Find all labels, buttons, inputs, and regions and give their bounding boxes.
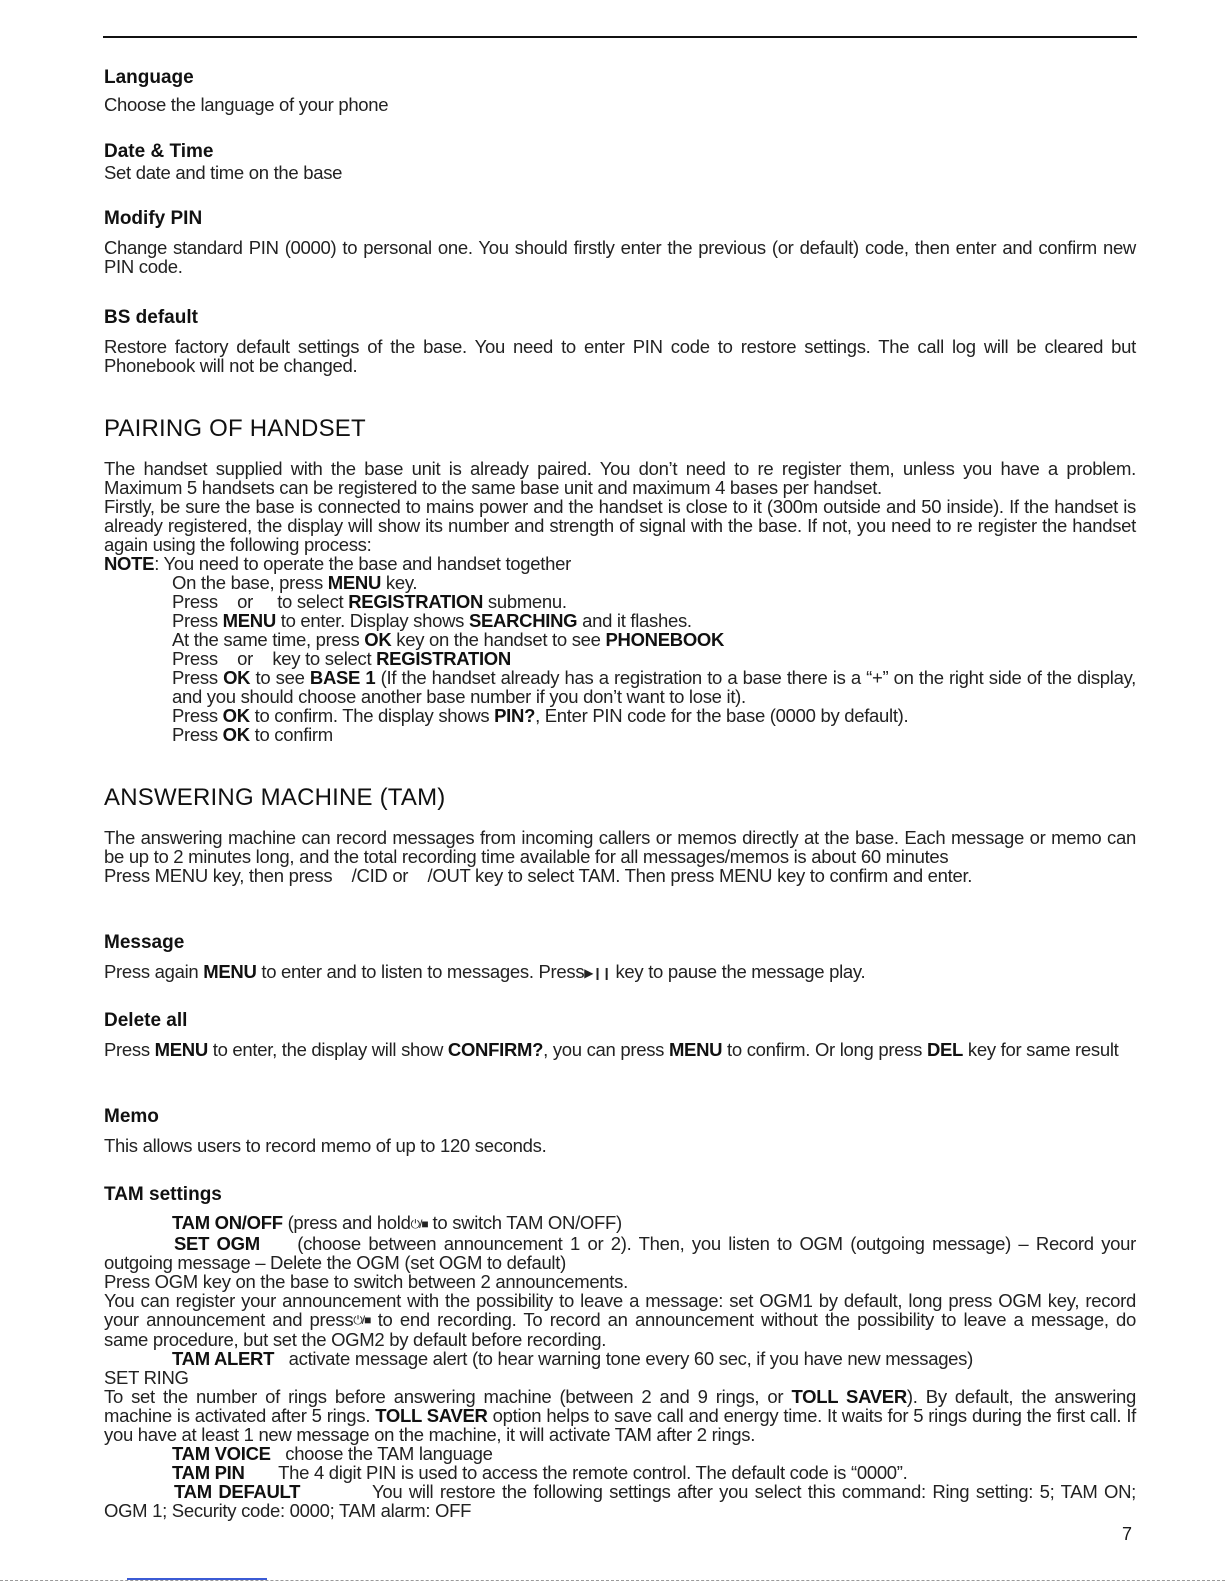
tam-onoff [104,1213,1136,1234]
page-number: 7 [1122,1524,1133,1544]
pairing-heading: PAIRING OF HANDSET [104,415,366,442]
step-text: key. [381,572,418,593]
pairing-step-4 [104,630,1136,649]
ring-text-b: ). By default, the answering machine is activated after 5 rings. [104,1386,1136,1427]
key-toll-saver: TOLL SAVER [791,1386,907,1408]
ring-text-a: To set the number of rings before answering machine (between 2 and 9 rings, or [104,1386,792,1408]
ogm-text: (choose between announcement 1 or 2). Then, you listen to OGM (outgoing message) – Record your outgoing message – Delete the OGM (set OGM to default) [104,1232,1141,1273]
step-text: to see [250,667,310,688]
tam-section [104,784,1136,885]
play-pause-icon: ▶❙❙ [584,965,611,980]
bs-default-section [104,307,1136,375]
pairing-step-6 [104,668,1136,706]
note-text: : You need to operate the base and handset together [154,553,571,574]
key-toll-saver: TOLL SAVER [375,1405,488,1427]
message-text-c: key to pause the message play. [610,961,866,982]
key-menu: MENU [154,1039,208,1060]
tam-ogm-switch: Press OGM key on the base to switch between 2 announcements. [104,1270,628,1292]
memo-title: Memo [104,1106,159,1127]
message-title: Message [104,932,185,953]
pairing-step-7 [104,706,1136,725]
pairing-step-8 [104,725,1136,744]
message-text-a: Press again [104,961,204,982]
key-menu: MENU [222,610,276,631]
pin-text: The 4 digit PIN is used to access the remote control. The default code is “0000”. [244,1462,908,1484]
top-rule [103,36,1137,38]
tam-default [104,1481,1141,1522]
delete-all-text [104,1040,1136,1059]
key-del: DEL [926,1039,964,1060]
key-registration: REGISTRATION [348,591,484,612]
tam-set-ring-text [104,1387,1136,1444]
date-time-section [104,141,1136,182]
step-text: Press [172,724,223,745]
pairing-note [104,554,1136,573]
ogm-register-a: You can register your announcement with the possibility to leave a message: set OGM1 by default, long press OGM key, record your announcement and press [104,1289,1136,1330]
key-base-1: BASE 1 [309,667,376,688]
step-text: Press [172,705,223,726]
key-ok: OK [222,724,250,745]
step-text: and it flashes. [577,610,692,631]
date-time-text: Set date and time on the base [104,162,343,183]
key-pin: PIN? [494,705,536,726]
key-tam-default: TAM DEFAULT [174,1481,301,1503]
key-phonebook: PHONEBOOK [605,629,725,650]
tam-settings-title: TAM settings [104,1184,222,1205]
pairing-firstly: Firstly, be sure the base is connected to mains power and the handset is close to it (300m outside and 50 inside). If the handset is already registered, the display will show its number and strength of signal with the base. If not, you need to re register the handset again using the following process: [104,496,1136,555]
message-text [104,962,1136,983]
voice-text: choose the TAM language [270,1443,493,1465]
key-ok: OK [222,705,250,726]
memo-text: This allows users to record memo of up to 120 seconds. [104,1135,547,1156]
power-stop-icon: ⏻/■ [353,1313,371,1328]
tam-ogm-register [104,1291,1136,1350]
key-menu: MENU [203,961,257,982]
onoff-text-b: to switch TAM ON/OFF) [427,1212,622,1233]
tam-voice [104,1444,1136,1463]
bottom-dashed-rule [0,1580,1225,1581]
pairing-step-1 [104,573,1136,592]
pairing-step-3 [104,611,1136,630]
step-text: submenu. [483,591,567,612]
key-registration: REGISTRATION [376,648,511,669]
modify-pin-section [104,208,1136,276]
bs-default-text: Restore factory default settings of the base. You need to enter PIN code to restore settings. The call log will be cleared but Phonebook will not be changed. [104,336,1136,376]
modify-pin-text: Change standard PIN (0000) to personal one. You should firstly enter the previous (or default) code, then enter and confirm new PIN code. [104,237,1136,277]
key-tam-onoff: TAM ON/OFF [172,1212,283,1233]
step-text: Press [172,667,224,688]
onoff-text-a: (press and hold [282,1212,411,1233]
step-text: (If the handset already has a registration to a base there is a “+” on the right side of the display, and you should choose another base number if you don’t want to lose it). [172,667,1137,707]
key-confirm: CONFIRM? [447,1039,544,1060]
tam-heading: ANSWERING MACHINE (TAM) [104,784,446,811]
step-text: to confirm. The display shows [249,705,495,726]
step-text: key on the handset to see [391,629,606,650]
language-text: Choose the language of your phone [104,94,389,115]
language-section [104,67,1136,114]
message-text-b: to enter and to listen to messages. Press [256,961,585,982]
date-time-title: Date & Time [104,141,214,162]
bs-default-title: BS default [104,307,198,328]
default-text: You will restore the following settings after you select this command: Ring setting: 5; TAM ON; OGM 1; Security code: 0000; TAM alarm: OFF [104,1481,1141,1522]
step-text: to enter. Display shows [275,610,469,631]
message-section [104,932,1136,983]
ogm-register-b: to end recording. To record an announcement without the possibility to leave a message, do same procedure, but set the OGM2 by default before recording. [104,1308,1136,1351]
key-tam-pin: TAM PIN [172,1462,245,1484]
pairing-intro: The handset supplied with the base unit is already paired. You don’t need to re register them, unless you have a problem. Maximum 5 handsets can be registered to the same base unit and maximum 4 bases per handset. [104,458,1136,498]
blue-footer-mark [127,1578,267,1580]
step-text: Press or to select [172,591,349,612]
step-text: , Enter PIN code for the base (0000 by default). [535,705,909,726]
key-ok: OK [364,629,392,650]
delete-all-section [104,1010,1136,1059]
step-text: Press [172,610,223,631]
key-menu: MENU [327,572,382,593]
step-text: to confirm [249,724,333,745]
language-title: Language [104,67,194,88]
tam-select: Press MENU key, then press /CID or /OUT key to select TAM. Then press MENU key to confirm and enter. [104,865,973,886]
key-tam-alert: TAM ALERT [172,1348,275,1370]
tam-set-ring-title: SET RING [104,1367,189,1389]
delete-text-a: Press [104,1039,155,1060]
key-menu: MENU [668,1039,723,1060]
delete-text-e: key for same result [963,1039,1119,1060]
pairing-section [104,415,1136,744]
tam-pin [104,1463,1136,1482]
key-ok: OK [223,667,251,688]
tam-intro: The answering machine can record messages from incoming callers or memos directly at the base. Each message or memo can be up to 2 minutes long, and the total recording time available for all messages/memos is about 60 minutes [104,827,1136,867]
step-text: Press or key to select [172,648,377,669]
delete-text-d: to confirm. Or long press [722,1039,927,1060]
pairing-step-2 [104,592,1136,611]
step-text: At the same time, press [172,629,365,650]
tam-set-ogm [104,1232,1141,1273]
tam-alert [104,1349,1136,1368]
modify-pin-title: Modify PIN [104,208,203,229]
key-tam-voice: TAM VOICE [172,1443,271,1465]
note-label: NOTE [104,553,155,574]
memo-section [104,1106,1136,1155]
step-text: On the base, press [172,572,328,593]
key-searching: SEARCHING [468,610,578,631]
power-stop-icon: ⏻/■ [410,1216,428,1231]
alert-text: activate message alert (to hear warning tone every 60 sec, if you have new messages) [274,1348,973,1370]
pairing-step-5 [104,649,1136,668]
key-set-ogm: SET OGM [174,1232,260,1254]
delete-text-b: to enter, the display will show [207,1039,448,1060]
tam-settings-section [104,1184,1141,1522]
delete-text-c: , you can press [543,1039,669,1060]
ring-text-c: option helps to save call and energy time. It waits for 5 rings during the first call. If you have at least 1 new message on the machine, it will activate TAM after 2 rings. [104,1405,1136,1446]
delete-all-title: Delete all [104,1010,188,1031]
